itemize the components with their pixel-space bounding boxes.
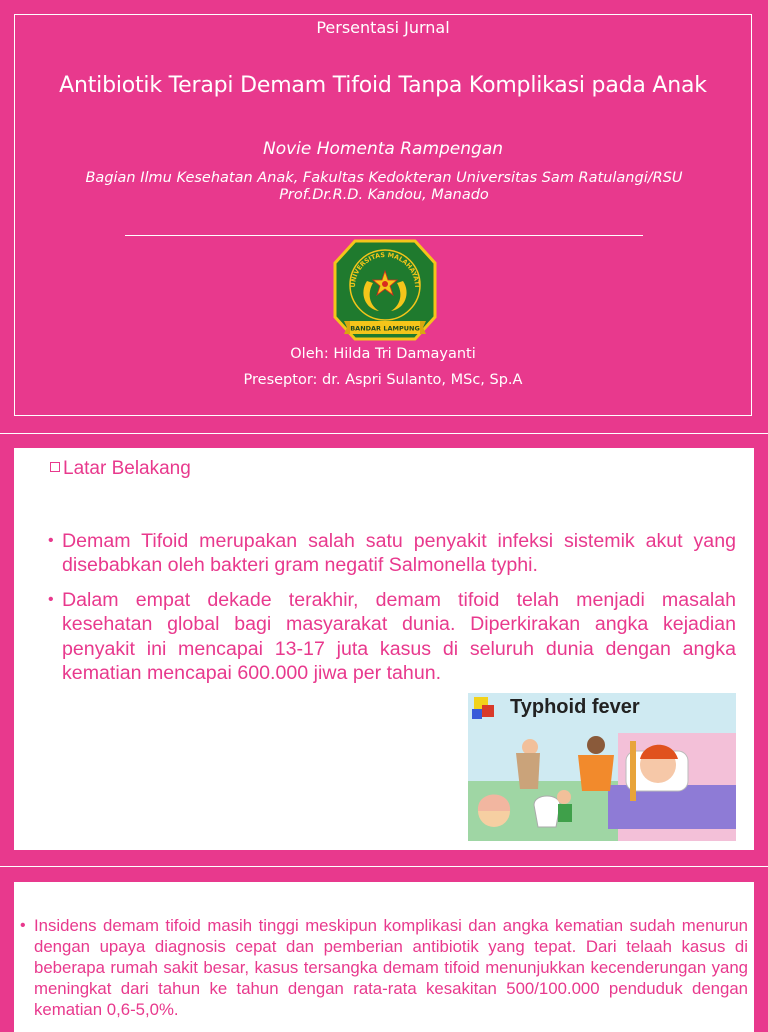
- logo-top-text: UNIVERSITAS MALAHAYATI: [348, 250, 422, 288]
- illustration-title: Typhoid fever: [510, 696, 640, 718]
- affiliation-line-2: Prof.Dr.R.D. Kandou, Manado: [279, 187, 489, 203]
- logo-bottom-text: BANDAR LAMPUNG: [350, 324, 420, 333]
- incidence-slide: [14, 882, 754, 1032]
- slide-separator: [0, 433, 768, 434]
- background-slide: [14, 448, 754, 850]
- typhoid-fever-illustration: [468, 693, 736, 841]
- bullet-item: • Insidens demam tifoid masih tinggi meskipun komplikasi dan angka kematian sudah menurun dengan upaya diagnosis cepat dan pemberian antibiotik yang tepat. Dari telaah kasus di beberapa rumah sakit besar, kasus tersangka demam tifoid menunjukkan kecenderungan yang meningkat dari tahun ke tahun dengan rata-rata kesakitan 500/100.000 penduduk dengan kematian 0,6-5,0%.: [20, 915, 748, 1020]
- author-name: Novie Homenta Rampengan: [262, 139, 504, 159]
- author-affiliation: [35, 170, 733, 204]
- checkbox-bullet-icon: [50, 462, 60, 472]
- journal-title: Antibiotik Terapi Demam Tifoid Tanpa Komplikasi pada Anak: [59, 73, 707, 98]
- preceptor-name: Preseptor: dr. Aspri Sulanto, MSc, Sp.A: [243, 372, 523, 388]
- bullet-item: • Dalam empat dekade terakhir, demam tifoid telah menjadi masalah kesehatan global bagi masyarakat dunia. Diperkirakan angka kejadian penyakit ini mencapai 13-17 juta kasus di seluruh dunia dengan angka kematian mencapai 600.000 jiwa per tahun.: [48, 588, 736, 685]
- section-heading: [50, 458, 191, 480]
- title-slide: [14, 14, 752, 416]
- slide-header: Persentasi Jurnal: [316, 18, 450, 37]
- section-heading-text: Latar Belakang: [63, 458, 191, 479]
- bullet-item: • Demam Tifoid merupakan salah satu penyakit infeksi sistemik akut yang disebabkan oleh bakteri gram negatif Salmonella typhi.: [48, 529, 736, 578]
- title-divider: [125, 235, 643, 236]
- university-logo: [333, 237, 437, 343]
- slide-separator: [0, 866, 768, 867]
- affiliation-line-1: Bagian Ilmu Kesehatan Anak, Fakultas Kedokteran Universitas Sam Ratulangi/RSU: [85, 170, 683, 186]
- presenter-name: Oleh: Hilda Tri Damayanti: [290, 346, 476, 362]
